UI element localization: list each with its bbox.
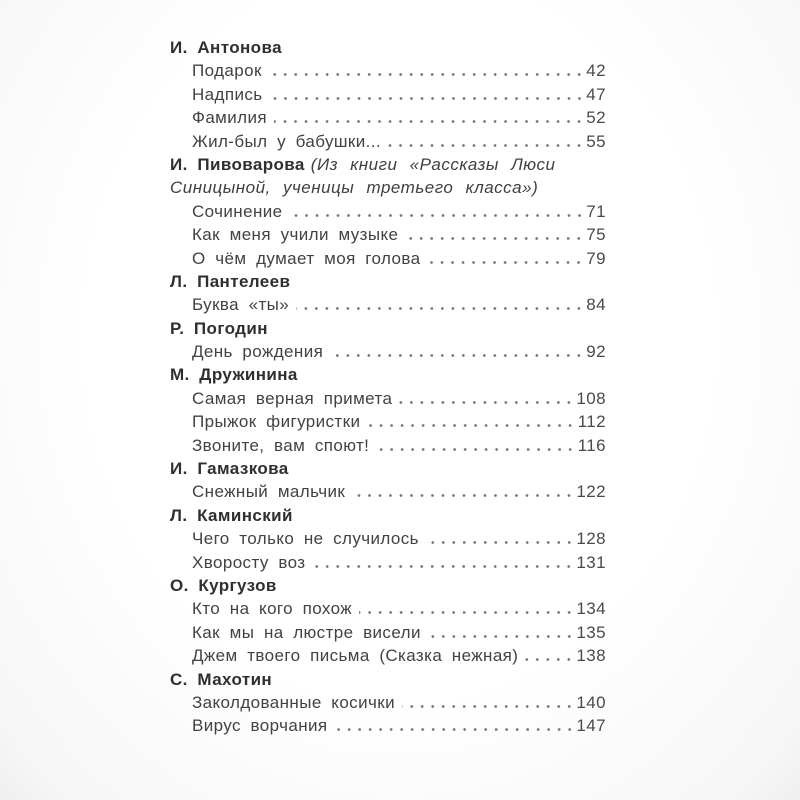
entry-page-number: 71 bbox=[586, 201, 606, 221]
author-heading bbox=[170, 363, 606, 386]
author-note-line1: (Из книги «Рассказы Люси bbox=[310, 154, 556, 174]
toc-section bbox=[170, 457, 606, 504]
dot-leader bbox=[427, 261, 584, 264]
toc-section bbox=[170, 504, 606, 574]
entry-page-number: 131 bbox=[576, 552, 606, 572]
toc-section bbox=[170, 270, 606, 317]
entry-page-number: 52 bbox=[586, 108, 606, 128]
toc-entry bbox=[170, 293, 606, 316]
toc-entry bbox=[170, 714, 606, 737]
dot-leader bbox=[399, 401, 574, 404]
author-name: И. Пивоварова bbox=[170, 154, 305, 174]
toc-entry bbox=[170, 106, 606, 129]
author-heading bbox=[170, 153, 606, 176]
toc-entry bbox=[170, 200, 606, 223]
entry-title: Жил-был у бабушки... bbox=[192, 131, 382, 151]
entry-page-number: 112 bbox=[577, 412, 606, 432]
dot-leader bbox=[426, 541, 575, 544]
author-name: Л. Пантелеев bbox=[170, 271, 291, 291]
entry-page-number: 116 bbox=[577, 435, 606, 455]
toc-section bbox=[170, 36, 606, 153]
toc-entry bbox=[170, 621, 606, 644]
toc-entry bbox=[170, 247, 606, 270]
dot-leader bbox=[405, 237, 584, 240]
dot-leader bbox=[376, 448, 575, 451]
toc-section bbox=[170, 363, 606, 457]
author-name: И. Антонова bbox=[170, 38, 282, 57]
table-of-contents bbox=[170, 36, 606, 738]
author-heading bbox=[170, 504, 606, 527]
dot-leader bbox=[352, 494, 574, 497]
dot-leader bbox=[270, 97, 585, 100]
toc-entry bbox=[170, 527, 606, 550]
toc-entry bbox=[170, 434, 606, 457]
entry-page-number: 128 bbox=[576, 529, 606, 549]
toc-entry bbox=[170, 644, 606, 667]
author-name: М. Дружинина bbox=[170, 365, 298, 385]
entry-page-number: 138 bbox=[576, 646, 606, 666]
toc-section bbox=[170, 668, 606, 738]
toc-entry bbox=[170, 340, 606, 363]
entry-title: Снежный мальчик bbox=[192, 482, 346, 502]
dot-leader bbox=[428, 635, 575, 638]
dot-leader bbox=[269, 73, 584, 76]
entry-page-number: 122 bbox=[576, 482, 606, 502]
author-heading bbox=[170, 317, 606, 340]
entry-title: О чём думает моя голова bbox=[192, 248, 421, 268]
author-name: Р. Погодин bbox=[170, 318, 268, 338]
entry-page-number: 55 bbox=[586, 131, 606, 151]
entry-page-number: 75 bbox=[586, 225, 606, 245]
toc-entry bbox=[170, 59, 606, 82]
entry-page-number: 140 bbox=[576, 692, 606, 712]
toc-entry bbox=[170, 597, 606, 620]
toc-entry bbox=[170, 410, 606, 433]
entry-page-number: 135 bbox=[576, 622, 606, 642]
toc-section bbox=[170, 574, 606, 668]
entry-title: Чего только не случилось bbox=[192, 529, 419, 549]
author-heading bbox=[170, 457, 606, 480]
toc-section bbox=[170, 153, 606, 270]
entry-page-number: 92 bbox=[586, 342, 606, 362]
entry-page-number: 134 bbox=[576, 599, 606, 619]
toc-entry bbox=[170, 130, 606, 153]
dot-leader bbox=[312, 565, 574, 568]
entry-title: Фамилия bbox=[192, 108, 267, 128]
author-name: Л. Каминский bbox=[170, 505, 293, 525]
entry-title: Джем твоего письма (Сказка нежная) bbox=[192, 646, 519, 666]
toc-entry bbox=[170, 480, 606, 503]
toc-entry bbox=[170, 551, 606, 574]
dot-leader bbox=[402, 705, 574, 708]
dot-leader bbox=[290, 214, 585, 217]
author-name: О. Кургузов bbox=[170, 575, 277, 595]
entry-page-number: 108 bbox=[576, 388, 606, 408]
entry-title: Прыжок фигуристки bbox=[192, 412, 361, 432]
entry-title: Вирус ворчания bbox=[192, 716, 328, 736]
entry-title: Самая верная примета bbox=[192, 388, 393, 408]
author-heading bbox=[170, 668, 606, 691]
dot-leader bbox=[525, 658, 574, 661]
toc-entry bbox=[170, 223, 606, 246]
entry-title: Заколдованные косички bbox=[192, 692, 395, 712]
entry-page-number: 84 bbox=[586, 295, 606, 315]
toc-entry bbox=[170, 83, 606, 106]
entry-page-number: 79 bbox=[586, 248, 606, 268]
entry-page-number: 47 bbox=[586, 84, 606, 104]
toc-section bbox=[170, 317, 606, 364]
entry-title: Хворосту воз bbox=[192, 552, 306, 572]
author-heading bbox=[170, 270, 606, 293]
entry-title: День рождения bbox=[192, 342, 324, 362]
author-note-continuation bbox=[170, 176, 606, 199]
author-name: С. Махотин bbox=[170, 669, 273, 689]
dot-leader bbox=[367, 424, 575, 427]
author-note-line2: Синицыной, ученицы третьего класса») bbox=[170, 178, 539, 198]
dot-leader bbox=[335, 728, 575, 731]
author-heading bbox=[170, 574, 606, 597]
dot-leader bbox=[330, 354, 584, 357]
dot-leader bbox=[388, 144, 584, 147]
entry-title: Кто на кого похож bbox=[192, 599, 353, 619]
entry-title: Подарок bbox=[192, 61, 262, 81]
entry-title: Как меня учили музыке bbox=[192, 225, 399, 245]
dot-leader bbox=[274, 120, 584, 123]
entry-title: Как мы на люстре висели bbox=[192, 622, 421, 642]
toc-entry bbox=[170, 691, 606, 714]
entry-title: Сочинение bbox=[192, 201, 283, 221]
author-name: И. Гамазкова bbox=[170, 459, 289, 479]
entry-page-number: 147 bbox=[576, 716, 606, 736]
entry-title: Буква «ты» bbox=[192, 295, 290, 315]
entry-title: Звоните, вам споют! bbox=[192, 435, 370, 455]
author-heading bbox=[170, 36, 606, 59]
toc-entry bbox=[170, 387, 606, 410]
entry-title: Надпись bbox=[192, 84, 263, 104]
dot-leader bbox=[359, 611, 574, 614]
entry-page-number: 42 bbox=[586, 61, 606, 81]
dot-leader bbox=[296, 307, 584, 310]
